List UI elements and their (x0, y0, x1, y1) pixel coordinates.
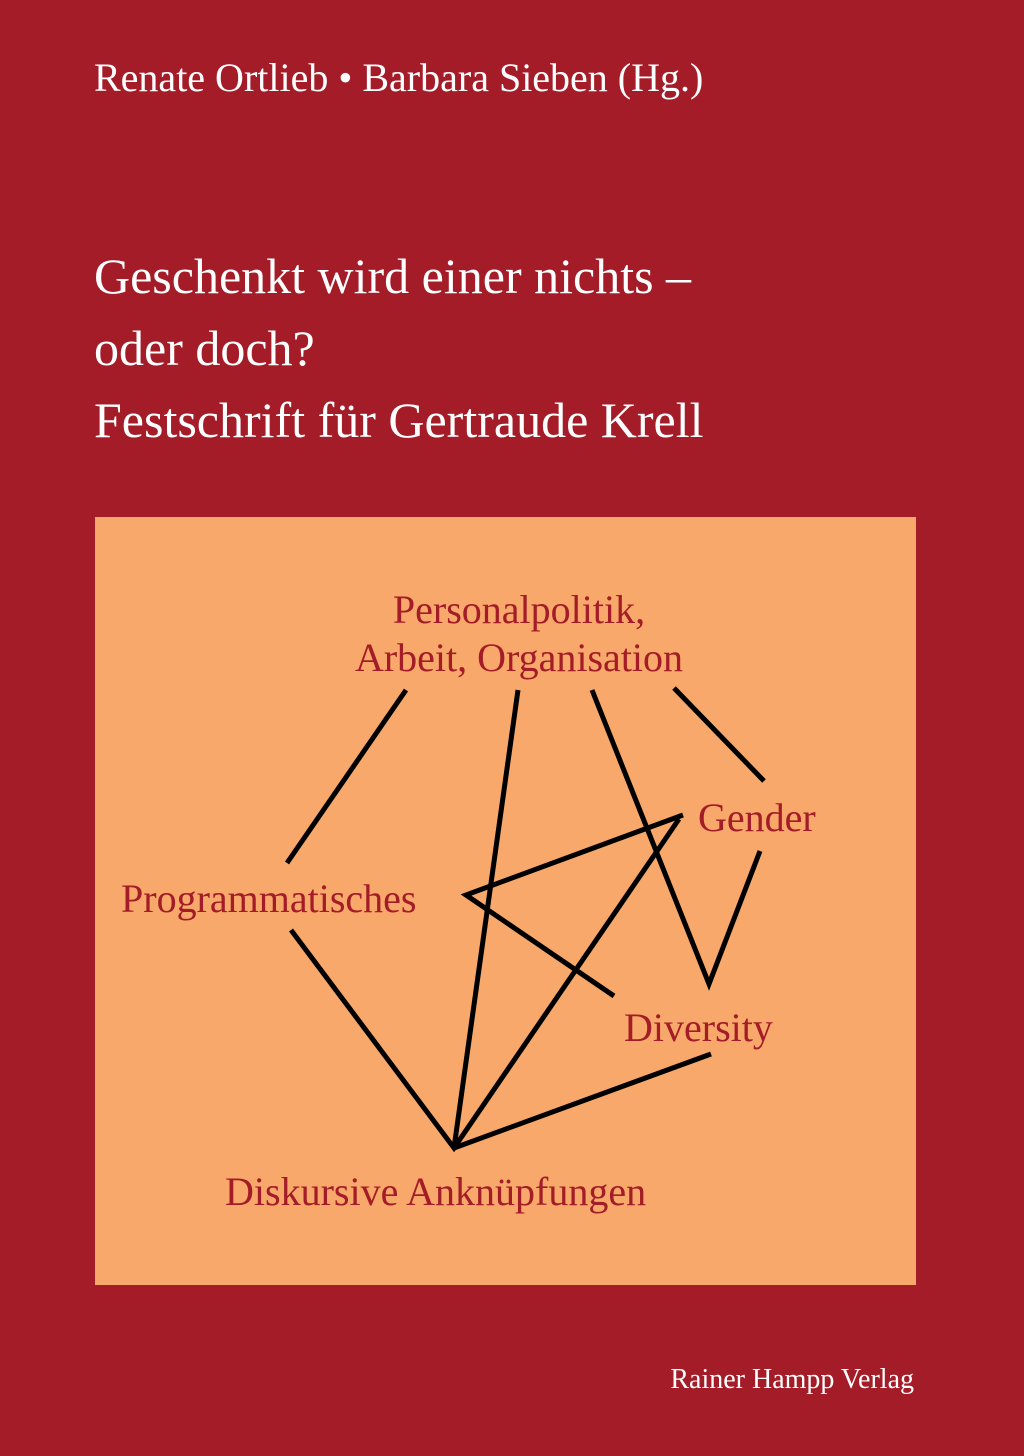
node-diskursive: Diskursive Anknüpfungen (225, 1169, 647, 1214)
edge-personalpolitik-gender (674, 688, 764, 781)
title-line-1: Geschenkt wird einer nichts – (94, 248, 692, 304)
node-personalpolitik-line1: Personalpolitik, (392, 587, 646, 632)
edge-programmatisches-diskursive-gender (291, 819, 679, 1148)
node-gender: Gender (698, 795, 816, 840)
node-diversity: Diversity (624, 1005, 773, 1050)
node-programmatisches: Programmatisches (121, 876, 417, 921)
title-line-2: oder doch? (94, 320, 315, 376)
edge-personalpolitik-programmatisches (287, 690, 406, 863)
edge-diskursive-diversity (454, 1054, 711, 1148)
authors-line: Renate Ortlieb • Barbara Sieben (Hg.) (94, 55, 704, 100)
node-personalpolitik-line2: Arbeit, Organisation (354, 635, 684, 680)
diagram-panel (95, 517, 916, 1285)
edge-personalpolitik-diskursive (454, 690, 518, 1148)
node-personalpolitik (339, 587, 699, 680)
title-line-3: Festschrift für Gertraude Krell (94, 392, 704, 448)
publisher-name: Rainer Hampp Verlag (670, 1364, 914, 1395)
book-title (94, 240, 704, 456)
